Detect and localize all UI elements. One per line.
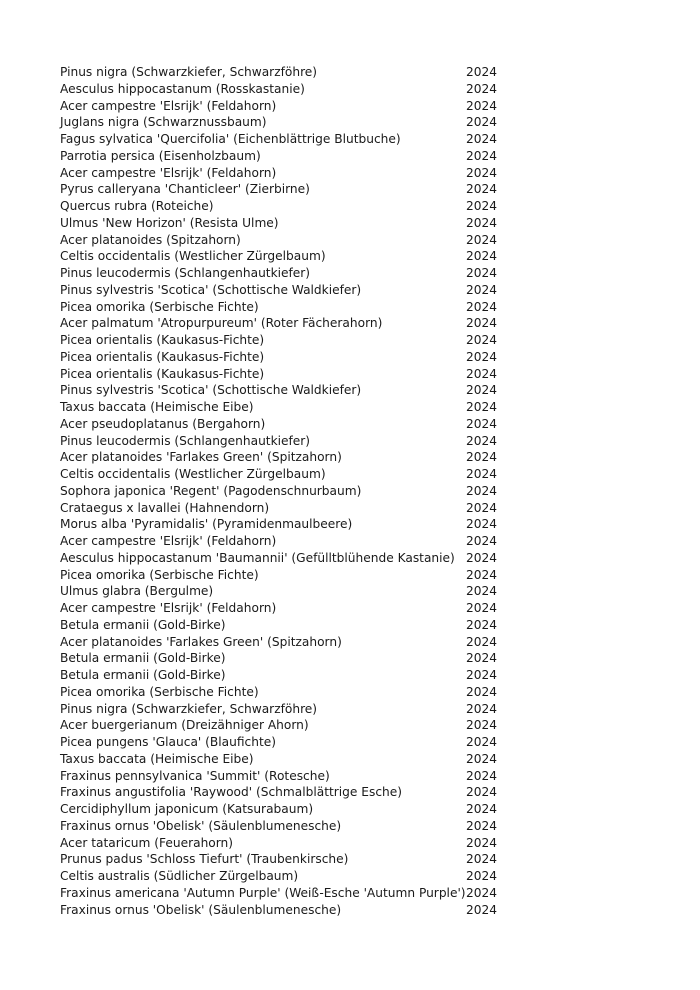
table-row: [60, 567, 520, 584]
planting-year-cell: 2024: [466, 333, 498, 347]
table-row: [60, 416, 520, 433]
table-row: [60, 600, 520, 617]
tree-name-cell: Pinus leucodermis (Schlangenhautkiefer): [60, 433, 311, 448]
planting-year-cell: 2024: [466, 215, 498, 230]
tree-name-cell: Acer campestre 'Elsrijk' (Feldahorn): [60, 601, 277, 615]
table-row: [60, 734, 520, 751]
tree-name-cell: Picea pungens 'Glauca' (Blaufichte): [60, 735, 276, 749]
tree-name-cell: Sophora japonica 'Regent' (Pagodenschnurbaum): [60, 483, 362, 498]
tree-name-cell: Acer campestre 'Elsrijk' (Feldahorn): [60, 534, 277, 548]
table-row: [60, 466, 520, 483]
planting-year-cell: 2024: [466, 316, 498, 331]
planting-year-cell: 2024: [466, 735, 498, 749]
table-row: [60, 650, 520, 667]
tree-name-cell: Pinus sylvestris 'Scotica' (Schottische Waldkiefer): [60, 282, 362, 297]
tree-name-cell: Pinus nigra (Schwarzkiefer, Schwarzföhre): [60, 65, 318, 79]
table-row: [60, 265, 520, 282]
tree-name-cell: Picea orientalis (Kaukasus-Fichte): [60, 349, 265, 364]
planting-year-cell: 2024: [466, 818, 498, 833]
table-row: [60, 98, 520, 115]
tree-name-cell: Pinus nigra (Schwarzkiefer, Schwarzföhre): [60, 701, 318, 716]
tree-name-cell: Ulmus glabra (Bergulme): [60, 584, 214, 599]
tree-name-cell: Picea orientalis (Kaukasus-Fichte): [60, 366, 265, 381]
tree-name-cell: Picea orientalis (Kaukasus-Fichte): [60, 333, 265, 347]
tree-name-cell: Acer pseudoplatanus (Bergahorn): [60, 416, 266, 431]
table-row: [60, 717, 520, 734]
table-row: [60, 165, 520, 182]
planting-year-cell: 2024: [466, 383, 498, 398]
planting-year-cell: 2024: [466, 282, 498, 297]
table-row: [60, 366, 520, 383]
tree-name-cell: Aesculus hippocastanum 'Baumannii' (Gefülltblühende Kastanie): [60, 550, 455, 565]
table-row: [60, 500, 520, 517]
planting-year-cell: 2024: [466, 416, 498, 431]
table-row: [60, 433, 520, 450]
planting-year-cell: 2024: [466, 249, 498, 264]
tree-name-cell: Acer platanoides 'Farlakes Green' (Spitzahorn): [60, 634, 342, 649]
planting-year-cell: 2024: [466, 65, 498, 79]
table-row: [60, 382, 520, 399]
tree-name-cell: Prunus padus 'Schloss Tiefurt' (Traubenkirsche): [60, 852, 349, 867]
table-row: [60, 315, 520, 332]
tree-name-cell: Pyrus calleryana 'Chanticleer' (Zierbirne): [60, 182, 310, 197]
tree-name-cell: Fraxinus ornus 'Obelisk' (Säulenblumenesche): [60, 818, 342, 833]
planting-year-cell: 2024: [466, 802, 498, 816]
tree-name-cell: Celtis australis (Südlicher Zürgelbaum): [60, 869, 299, 883]
planting-year-cell: 2024: [466, 534, 498, 548]
tree-name-cell: Parrotia persica (Eisenholzbaum): [60, 148, 261, 163]
table-row: [60, 449, 520, 466]
table-row: [60, 349, 520, 366]
tree-name-cell: Aesculus hippocastanum (Rosskastanie): [60, 81, 305, 96]
table-row: [60, 835, 520, 852]
table-row: [60, 232, 520, 249]
table-row: [60, 399, 520, 416]
tree-name-cell: Betula ermanii (Gold-Birke): [60, 668, 226, 682]
tree-name-cell: Crataegus x lavallei (Hahnendorn): [60, 500, 270, 515]
planting-year-cell: 2024: [466, 668, 498, 682]
tree-name-cell: Betula ermanii (Gold-Birke): [60, 651, 226, 666]
table-row: [60, 667, 520, 684]
planting-year-cell: 2024: [466, 400, 498, 414]
planting-year-cell: 2024: [466, 299, 498, 314]
planting-year-cell: 2024: [466, 634, 498, 649]
tree-name-cell: Fagus sylvatica 'Quercifolia' (Eichenblättrige Blutbuche): [60, 132, 401, 146]
table-row: [60, 684, 520, 701]
planting-year-cell: 2024: [466, 182, 498, 197]
planting-year-cell: 2024: [466, 450, 498, 465]
table-row: [60, 851, 520, 868]
planting-year-cell: 2024: [466, 483, 498, 498]
table-row: [60, 332, 520, 349]
table-row: [60, 801, 520, 818]
planting-year-cell: 2024: [466, 266, 498, 280]
planting-year-cell: 2024: [466, 148, 498, 163]
tree-name-cell: Ulmus 'New Horizon' (Resista Ulme): [60, 215, 279, 230]
tree-name-cell: Acer campestre 'Elsrijk' (Feldahorn): [60, 165, 277, 180]
planting-year-cell: 2024: [466, 366, 498, 381]
table-row: [60, 533, 520, 550]
tree-name-cell: Pinus sylvestris 'Scotica' (Schottische Waldkiefer): [60, 383, 362, 398]
tree-name-cell: Acer buergerianum (Dreizähniger Ahorn): [60, 718, 309, 733]
tree-name-cell: Cercidiphyllum japonicum (Katsurabaum): [60, 802, 314, 816]
planting-year-cell: 2024: [466, 835, 498, 850]
tree-list-body: [60, 64, 520, 918]
tree-name-cell: Betula ermanii (Gold-Birke): [60, 617, 226, 632]
planting-year-cell: 2024: [466, 852, 498, 867]
table-row: [60, 751, 520, 768]
table-row: [60, 198, 520, 215]
tree-name-cell: Picea omorika (Serbische Fichte): [60, 684, 259, 699]
planting-year-cell: 2024: [466, 751, 498, 766]
table-row: [60, 701, 520, 718]
table-row: [60, 148, 520, 165]
planting-year-cell: 2024: [466, 701, 498, 716]
table-row: [60, 784, 520, 801]
tree-name-cell: Pinus leucodermis (Schlangenhautkiefer): [60, 266, 311, 280]
planting-year-cell: 2024: [466, 132, 498, 146]
tree-name-cell: Picea omorika (Serbische Fichte): [60, 567, 259, 582]
planting-year-cell: 2024: [466, 517, 498, 532]
planting-year-cell: 2024: [466, 199, 498, 213]
table-row: [60, 299, 520, 316]
planting-year-cell: 2024: [466, 550, 498, 565]
planting-year-cell: 2024: [466, 115, 498, 130]
planting-year-cell: 2024: [466, 500, 498, 515]
planting-year-cell: 2024: [466, 768, 498, 783]
table-row: [60, 181, 520, 198]
planting-year-cell: 2024: [466, 467, 498, 481]
table-row: [60, 282, 520, 299]
planting-year-cell: 2024: [466, 885, 498, 900]
table-row: [60, 483, 520, 500]
planting-year-cell: 2024: [466, 601, 498, 615]
planting-year-cell: 2024: [466, 433, 498, 448]
table-row: [60, 634, 520, 651]
planting-year-cell: 2024: [466, 165, 498, 180]
tree-name-cell: Picea omorika (Serbische Fichte): [60, 299, 259, 314]
planting-year-cell: 2024: [466, 349, 498, 364]
planting-year-cell: 2024: [466, 617, 498, 632]
table-row: [60, 81, 520, 98]
table-row: [60, 215, 520, 232]
table-row: [60, 617, 520, 634]
table-row: [60, 64, 520, 81]
planting-year-cell: 2024: [466, 869, 498, 883]
tree-name-cell: Quercus rubra (Roteiche): [60, 199, 214, 213]
planting-year-cell: 2024: [466, 567, 498, 582]
table-row: [60, 902, 520, 919]
tree-name-cell: Taxus baccata (Heimische Eibe): [60, 400, 254, 414]
planting-year-cell: 2024: [466, 785, 498, 800]
table-row: [60, 868, 520, 885]
tree-name-cell: Acer palmatum 'Atropurpureum' (Roter Fächerahorn): [60, 316, 383, 331]
planting-year-cell: 2024: [466, 651, 498, 666]
tree-name-cell: Acer tataricum (Feuerahorn): [60, 835, 234, 850]
tree-name-cell: Celtis occidentalis (Westlicher Zürgelbaum): [60, 467, 326, 481]
tree-name-cell: Taxus baccata (Heimische Eibe): [60, 751, 254, 766]
tree-list-table: [60, 64, 520, 918]
tree-name-cell: Acer platanoides 'Farlakes Green' (Spitzahorn): [60, 450, 342, 465]
planting-year-cell: 2024: [466, 81, 498, 96]
table-row: [60, 583, 520, 600]
tree-name-cell: Morus alba 'Pyramidalis' (Pyramidenmaulbeere): [60, 517, 353, 532]
table-row: [60, 248, 520, 265]
table-row: [60, 516, 520, 533]
tree-name-cell: Acer campestre 'Elsrijk' (Feldahorn): [60, 98, 277, 113]
tree-name-cell: Fraxinus pennsylvanica 'Summit' (Rotesche): [60, 768, 330, 783]
tree-name-cell: Celtis occidentalis (Westlicher Zürgelbaum): [60, 249, 326, 264]
planting-year-cell: 2024: [466, 98, 498, 113]
tree-name-cell: Fraxinus ornus 'Obelisk' (Säulenblumenesche): [60, 902, 342, 917]
table-row: [60, 114, 520, 131]
table-row: [60, 885, 520, 902]
planting-year-cell: 2024: [466, 584, 498, 599]
tree-name-cell: Juglans nigra (Schwarznussbaum): [60, 115, 267, 130]
planting-year-cell: 2024: [466, 718, 498, 733]
table-row: [60, 818, 520, 835]
table-row: [60, 768, 520, 785]
table-row: [60, 550, 520, 567]
tree-name-cell: Fraxinus angustifolia 'Raywood' (Schmalblättrige Esche): [60, 785, 402, 800]
tree-name-cell: Fraxinus americana 'Autumn Purple' (Weiß-Esche 'Autumn Purple'): [60, 885, 466, 900]
planting-year-cell: 2024: [466, 232, 498, 247]
table-row: [60, 131, 520, 148]
tree-name-cell: Acer platanoides (Spitzahorn): [60, 232, 241, 247]
planting-year-cell: 2024: [466, 684, 498, 699]
planting-year-cell: 2024: [466, 902, 498, 917]
